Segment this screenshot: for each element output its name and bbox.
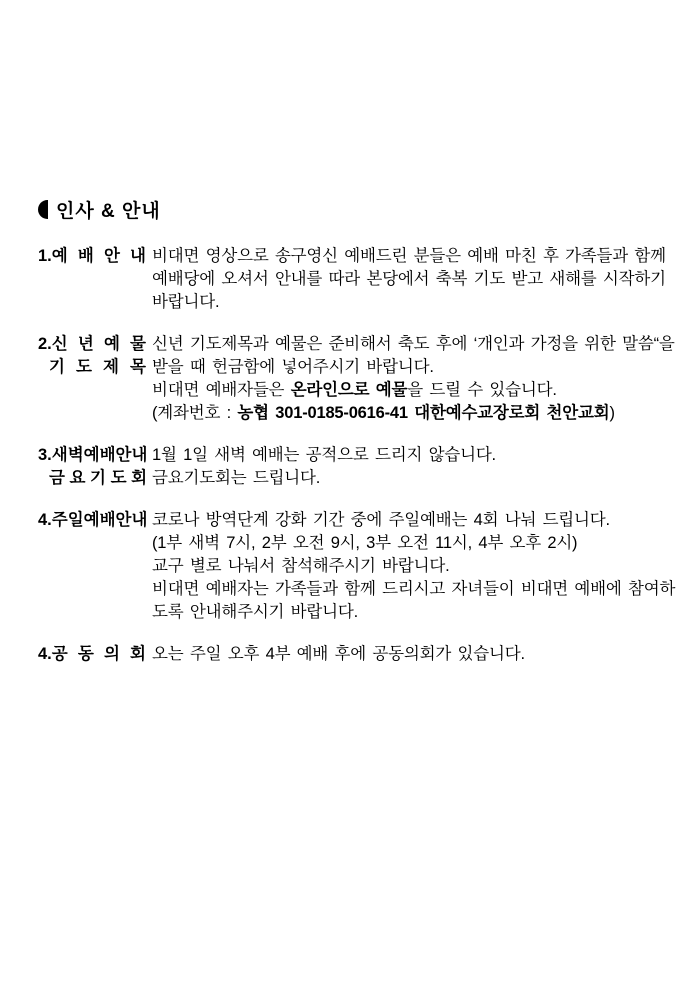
item-label — [38, 509, 146, 624]
announcement-list — [38, 245, 676, 666]
body-line — [152, 467, 663, 490]
item-body — [152, 333, 675, 425]
item-label — [38, 333, 146, 425]
text-segment: (1부 새벽 7시, 2부 오전 9시, 3부 오전 11시, 4부 오후 2시) — [152, 534, 578, 552]
text-segment: 을 드릴 수 있습니다. — [407, 381, 557, 399]
announcement-item — [38, 245, 666, 314]
body-line — [152, 379, 675, 402]
item-label — [38, 643, 146, 666]
section-header — [38, 196, 663, 223]
announcement-item — [38, 333, 675, 425]
item-body — [152, 444, 663, 490]
text-segment: 받을 때 헌금함에 넣어주시기 바랍니다. — [152, 358, 434, 376]
text-segment: 도록 안내해주시기 바랍니다. — [152, 603, 359, 621]
item-label — [38, 444, 146, 490]
item-body — [152, 245, 666, 314]
text-segment: 교구 별로 나눠서 참석해주시기 바랍니다. — [152, 557, 450, 575]
text-segment: 1월 1일 새벽 예배는 공적으로 드리지 않습니다. — [152, 446, 496, 464]
text-segment: (계좌번호 : — [152, 404, 238, 422]
body-line — [152, 402, 675, 425]
body-line — [152, 532, 675, 555]
body-line — [152, 291, 666, 314]
text-segment: 비대면 영상으로 송구영신 예배드린 분들은 예배 마친 후 가족들과 함께 — [152, 247, 666, 265]
item-label — [38, 245, 146, 314]
body-line — [152, 578, 675, 601]
item-label-line: 4.주일예배안내 — [38, 511, 148, 529]
text-segment: ) — [609, 404, 615, 422]
item-label-line: 3.새벽예배안내 — [38, 446, 148, 464]
body-line — [152, 245, 666, 268]
item-label-line: 기 도 제 목 — [49, 358, 146, 376]
left-half-circle-icon — [38, 200, 48, 219]
body-line — [152, 509, 675, 532]
text-segment: 오는 주일 오후 4부 예배 후에 공동의회가 있습니다. — [152, 645, 525, 663]
body-line — [152, 601, 675, 624]
text-segment: 비대면 예배자들은 — [152, 381, 291, 399]
item-label-line: 4.공 동 의 회 — [38, 645, 146, 663]
item-body — [152, 643, 663, 666]
text-segment: 농협 301-0185-0616-41 대한예수교장로회 천안교회 — [237, 404, 610, 422]
item-label-line: 2.신 년 예 물 — [38, 335, 146, 353]
body-line — [152, 268, 666, 291]
text-segment: 코로나 방역단계 강화 기간 중에 주일예배는 4회 나눠 드립니다. — [152, 511, 610, 529]
text-segment: 온라인으로 예물 — [290, 381, 408, 399]
text-segment: 금요기도회는 드립니다. — [152, 469, 321, 487]
announcement-item — [38, 444, 663, 490]
body-line — [152, 643, 663, 666]
announcement-item — [38, 509, 676, 624]
section-title: 인사 & 안내 — [56, 201, 161, 222]
text-segment: 바랍니다. — [152, 293, 220, 311]
text-segment: 예배당에 오셔서 안내를 따라 본당에서 축복 기도 받고 새해를 시작하기 — [152, 270, 666, 288]
body-line — [152, 555, 675, 578]
text-segment: 비대면 예배자는 가족들과 함께 드리시고 자녀들이 비대면 예배에 참여하 — [152, 580, 676, 598]
body-line — [152, 356, 675, 379]
text-segment: 신년 기도제목과 예물은 준비해서 축도 후에 ‘개인과 가정을 위한 말씀“을 — [152, 335, 675, 353]
announcement-item — [38, 643, 663, 666]
item-label-line: 금 요 기 도 회 — [49, 469, 148, 487]
item-body — [152, 509, 675, 624]
body-line — [152, 444, 663, 467]
body-line — [152, 333, 675, 356]
item-label-line: 1.예 배 안 내 — [38, 247, 146, 265]
